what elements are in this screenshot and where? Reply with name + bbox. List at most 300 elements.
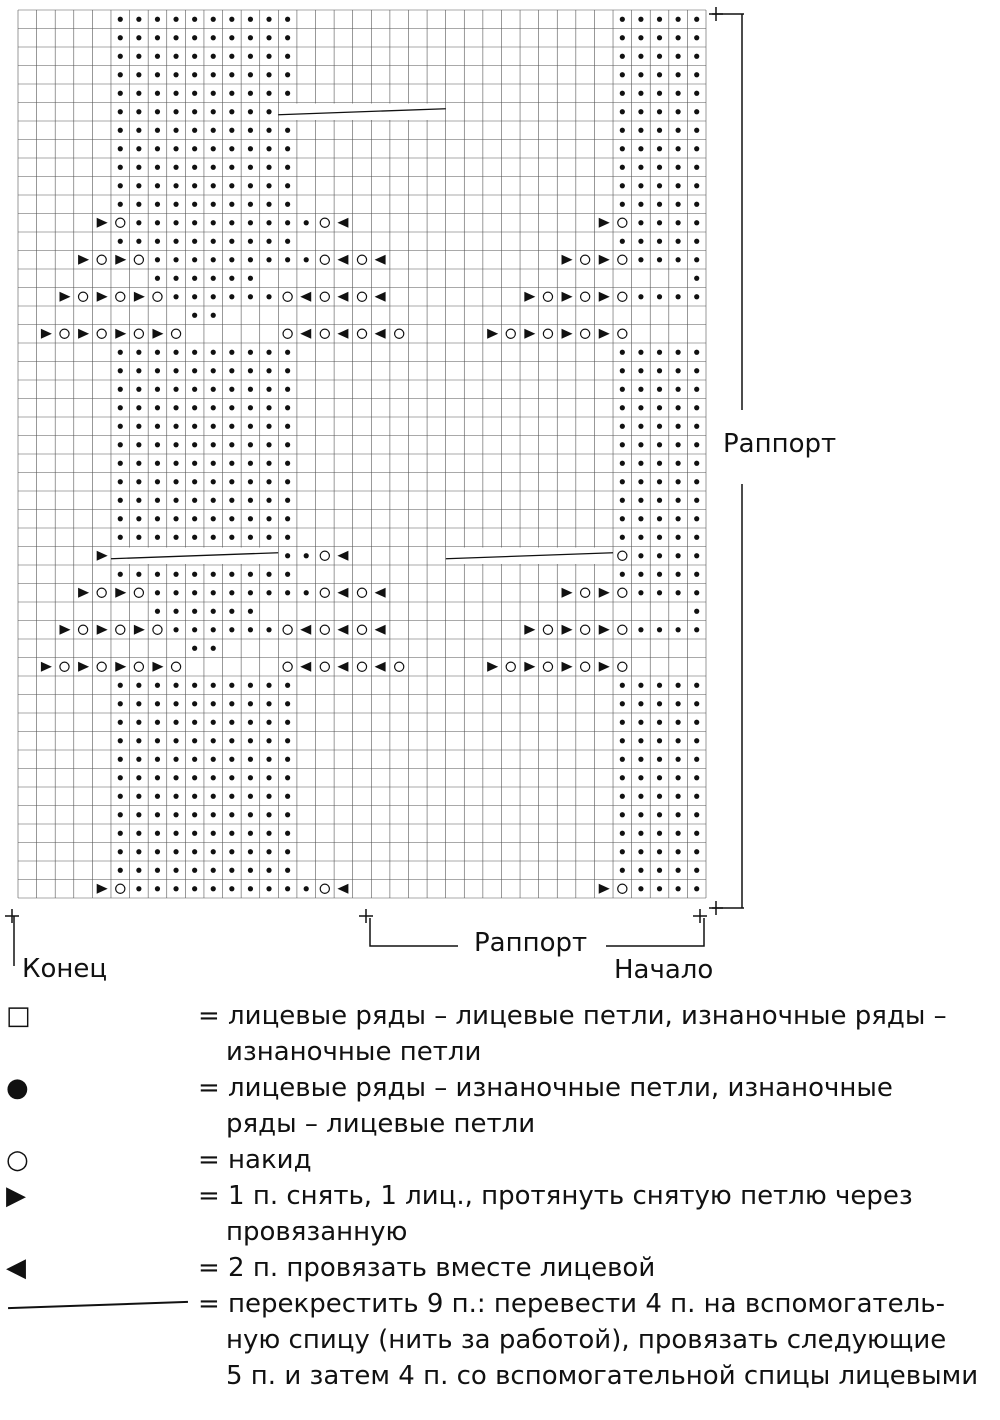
purl-dot bbox=[211, 572, 216, 577]
purl-dot bbox=[694, 498, 699, 503]
purl-dot bbox=[638, 109, 643, 114]
purl-dot bbox=[192, 165, 197, 170]
yarn-over-circle bbox=[134, 255, 143, 264]
k2tog-triangle bbox=[375, 588, 386, 598]
purl-dot bbox=[118, 109, 123, 114]
purl-dot bbox=[266, 849, 271, 854]
purl-dot bbox=[657, 498, 662, 503]
purl-dot bbox=[173, 202, 178, 207]
purl-dot bbox=[192, 183, 197, 188]
purl-dot bbox=[248, 183, 253, 188]
right-triangle-icon: ▶ bbox=[6, 1181, 26, 1211]
purl-dot bbox=[638, 220, 643, 225]
purl-dot bbox=[638, 128, 643, 133]
yarn-over-circle bbox=[134, 662, 143, 671]
purl-dot bbox=[638, 738, 643, 743]
yarn-over-circle bbox=[618, 588, 627, 597]
ssk-triangle bbox=[524, 292, 535, 302]
purl-dot bbox=[657, 54, 662, 59]
purl-dot bbox=[676, 183, 681, 188]
purl-dot bbox=[285, 257, 290, 262]
purl-dot bbox=[229, 220, 234, 225]
purl-dot bbox=[676, 794, 681, 799]
yarn-over-circle bbox=[97, 662, 106, 671]
purl-dot bbox=[155, 54, 160, 59]
purl-dot bbox=[192, 831, 197, 836]
purl-dot bbox=[638, 812, 643, 817]
legend-text bbox=[198, 998, 988, 1070]
legend-text bbox=[198, 1286, 988, 1394]
purl-dot bbox=[229, 350, 234, 355]
purl-dot bbox=[173, 257, 178, 262]
yarn-over-circle bbox=[78, 292, 87, 301]
purl-dot bbox=[638, 775, 643, 780]
purl-dot bbox=[638, 91, 643, 96]
purl-dot bbox=[676, 54, 681, 59]
purl-dot bbox=[229, 868, 234, 873]
purl-dot bbox=[248, 683, 253, 688]
purl-dot bbox=[285, 91, 290, 96]
purl-dot bbox=[136, 165, 141, 170]
purl-dot bbox=[676, 405, 681, 410]
purl-dot bbox=[694, 165, 699, 170]
purl-dot bbox=[638, 794, 643, 799]
legend-line: ряды – лицевые петли bbox=[226, 1109, 536, 1139]
purl-dot bbox=[285, 405, 290, 410]
purl-dot bbox=[248, 54, 253, 59]
purl-dot bbox=[285, 183, 290, 188]
yarn-over-circle bbox=[357, 662, 366, 671]
purl-dot bbox=[155, 165, 160, 170]
purl-dot bbox=[229, 54, 234, 59]
purl-dot bbox=[285, 553, 290, 558]
purl-dot bbox=[229, 405, 234, 410]
legend-line: = 2 п. провязать вместе лицевой bbox=[198, 1253, 656, 1283]
purl-dot bbox=[136, 146, 141, 151]
purl-dot bbox=[694, 128, 699, 133]
yarn-over-circle bbox=[97, 329, 106, 338]
purl-dot bbox=[136, 757, 141, 762]
purl-dot bbox=[676, 479, 681, 484]
purl-dot bbox=[229, 442, 234, 447]
purl-dot bbox=[155, 239, 160, 244]
ssk-triangle bbox=[524, 329, 535, 339]
yarn-over-circle bbox=[357, 329, 366, 338]
purl-dot bbox=[694, 276, 699, 281]
yarn-over-circle bbox=[60, 329, 69, 338]
purl-dot bbox=[676, 368, 681, 373]
purl-dot bbox=[285, 812, 290, 817]
purl-dot bbox=[229, 17, 234, 22]
purl-dot bbox=[638, 424, 643, 429]
purl-dot bbox=[192, 812, 197, 817]
purl-dot bbox=[266, 794, 271, 799]
purl-dot bbox=[248, 220, 253, 225]
purl-dot bbox=[266, 72, 271, 77]
purl-dot bbox=[229, 849, 234, 854]
purl-dot bbox=[266, 886, 271, 891]
yarn-over-circle bbox=[618, 551, 627, 560]
purl-dot bbox=[638, 183, 643, 188]
purl-dot bbox=[694, 294, 699, 299]
purl-dot bbox=[211, 498, 216, 503]
k2tog-triangle bbox=[337, 218, 348, 228]
purl-dot bbox=[211, 424, 216, 429]
ssk-triangle bbox=[599, 329, 610, 339]
legend-line: изнаночные петли bbox=[226, 1037, 482, 1067]
purl-dot bbox=[694, 146, 699, 151]
purl-dot bbox=[211, 794, 216, 799]
purl-dot bbox=[657, 91, 662, 96]
purl-dot bbox=[676, 442, 681, 447]
purl-dot bbox=[248, 165, 253, 170]
purl-dot bbox=[248, 109, 253, 114]
purl-dot bbox=[620, 812, 625, 817]
purl-dot bbox=[676, 91, 681, 96]
purl-dot bbox=[620, 368, 625, 373]
purl-dot bbox=[192, 498, 197, 503]
purl-dot bbox=[248, 831, 253, 836]
k2tog-triangle bbox=[300, 662, 311, 672]
purl-dot bbox=[676, 220, 681, 225]
purl-dot bbox=[118, 812, 123, 817]
yarn-over-circle bbox=[543, 625, 552, 634]
ssk-triangle bbox=[562, 588, 573, 598]
purl-dot bbox=[285, 424, 290, 429]
purl-dot bbox=[248, 461, 253, 466]
purl-dot bbox=[266, 498, 271, 503]
purl-dot bbox=[155, 775, 160, 780]
purl-dot bbox=[638, 146, 643, 151]
purl-dot bbox=[118, 54, 123, 59]
yarn-over-circle bbox=[116, 292, 125, 301]
purl-dot bbox=[285, 461, 290, 466]
purl-dot bbox=[173, 535, 178, 540]
yarn-over-circle bbox=[320, 588, 329, 597]
purl-dot bbox=[266, 220, 271, 225]
purl-dot bbox=[136, 812, 141, 817]
purl-dot bbox=[136, 405, 141, 410]
purl-dot bbox=[676, 109, 681, 114]
yarn-over-circle bbox=[171, 662, 180, 671]
purl-dot bbox=[266, 442, 271, 447]
purl-dot bbox=[638, 831, 643, 836]
ssk-triangle bbox=[59, 625, 70, 635]
purl-dot bbox=[285, 590, 290, 595]
purl-dot bbox=[229, 794, 234, 799]
purl-dot bbox=[155, 794, 160, 799]
k2tog-triangle bbox=[375, 625, 386, 635]
ssk-triangle bbox=[599, 662, 610, 672]
purl-dot bbox=[620, 35, 625, 40]
purl-dot bbox=[285, 165, 290, 170]
yarn-over-circle bbox=[283, 662, 292, 671]
purl-dot bbox=[285, 516, 290, 521]
purl-dot bbox=[266, 535, 271, 540]
ssk-triangle bbox=[152, 662, 163, 672]
purl-dot bbox=[620, 683, 625, 688]
bottom-bracket bbox=[606, 918, 704, 946]
purl-dot bbox=[229, 886, 234, 891]
purl-dot bbox=[211, 294, 216, 299]
purl-dot bbox=[155, 424, 160, 429]
purl-dot bbox=[676, 738, 681, 743]
purl-dot bbox=[211, 220, 216, 225]
purl-dot bbox=[248, 516, 253, 521]
purl-dot bbox=[155, 109, 160, 114]
purl-dot bbox=[229, 812, 234, 817]
purl-dot bbox=[192, 442, 197, 447]
purl-dot bbox=[248, 738, 253, 743]
purl-dot bbox=[657, 35, 662, 40]
purl-dot bbox=[657, 220, 662, 225]
rapport-bottom-label: Раппорт bbox=[474, 928, 588, 958]
purl-dot bbox=[173, 590, 178, 595]
purl-dot bbox=[192, 868, 197, 873]
purl-dot bbox=[638, 257, 643, 262]
ssk-triangle bbox=[524, 662, 535, 672]
k2tog-triangle bbox=[337, 662, 348, 672]
purl-dot bbox=[266, 572, 271, 577]
purl-dot bbox=[694, 516, 699, 521]
purl-dot bbox=[136, 701, 141, 706]
purl-dot bbox=[620, 738, 625, 743]
purl-dot bbox=[136, 387, 141, 392]
purl-dot bbox=[229, 387, 234, 392]
yarn-over-circle bbox=[395, 329, 404, 338]
purl-dot bbox=[192, 683, 197, 688]
purl-dot bbox=[229, 775, 234, 780]
purl-dot bbox=[638, 535, 643, 540]
ssk-triangle bbox=[78, 255, 89, 265]
left-triangle-icon: ◀ bbox=[6, 1253, 26, 1283]
yarn-over-circle bbox=[320, 255, 329, 264]
purl-dot bbox=[620, 72, 625, 77]
purl-dot bbox=[285, 442, 290, 447]
purl-dot bbox=[266, 183, 271, 188]
purl-dot bbox=[638, 387, 643, 392]
purl-dot bbox=[118, 368, 123, 373]
purl-dot bbox=[211, 646, 216, 651]
purl-dot bbox=[694, 590, 699, 595]
legend-text bbox=[198, 1178, 988, 1250]
purl-dot bbox=[638, 516, 643, 521]
purl-dot bbox=[266, 128, 271, 133]
purl-dot bbox=[694, 479, 699, 484]
purl-dot bbox=[248, 572, 253, 577]
cable-line-icon bbox=[8, 1301, 188, 1309]
yarn-over-circle bbox=[357, 292, 366, 301]
purl-dot bbox=[304, 553, 309, 558]
purl-dot bbox=[620, 498, 625, 503]
k2tog-triangle bbox=[337, 329, 348, 339]
ssk-triangle bbox=[59, 292, 70, 302]
purl-dot bbox=[620, 183, 625, 188]
ssk-triangle bbox=[115, 662, 126, 672]
purl-dot bbox=[304, 886, 309, 891]
purl-dot bbox=[211, 202, 216, 207]
purl-dot bbox=[173, 627, 178, 632]
purl-dot bbox=[657, 405, 662, 410]
purl-dot bbox=[620, 831, 625, 836]
purl-dot bbox=[638, 627, 643, 632]
purl-dot bbox=[694, 720, 699, 725]
purl-dot bbox=[229, 128, 234, 133]
legend-line: ную спицу (нить за работой), провязать следующие bbox=[226, 1325, 947, 1355]
purl-dot bbox=[155, 868, 160, 873]
purl-dot bbox=[173, 886, 178, 891]
purl-dot bbox=[192, 627, 197, 632]
purl-dot bbox=[248, 72, 253, 77]
purl-dot bbox=[192, 646, 197, 651]
purl-dot bbox=[229, 757, 234, 762]
purl-dot bbox=[657, 701, 662, 706]
purl-dot bbox=[229, 498, 234, 503]
purl-dot bbox=[211, 590, 216, 595]
purl-dot bbox=[211, 165, 216, 170]
purl-dot bbox=[136, 794, 141, 799]
yarn-over-circle bbox=[97, 588, 106, 597]
purl-dot bbox=[155, 738, 160, 743]
empty-square-icon: □ bbox=[6, 1001, 31, 1031]
purl-dot bbox=[118, 572, 123, 577]
purl-dot bbox=[694, 109, 699, 114]
purl-dot bbox=[657, 516, 662, 521]
purl-dot bbox=[192, 128, 197, 133]
purl-dot bbox=[285, 479, 290, 484]
yarn-over-circle bbox=[543, 662, 552, 671]
purl-dot bbox=[657, 72, 662, 77]
purl-dot bbox=[266, 831, 271, 836]
purl-dot bbox=[211, 387, 216, 392]
purl-dot bbox=[136, 424, 141, 429]
purl-dot bbox=[118, 683, 123, 688]
purl-dot bbox=[173, 368, 178, 373]
purl-dot bbox=[192, 794, 197, 799]
purl-dot bbox=[173, 128, 178, 133]
purl-dot bbox=[248, 775, 253, 780]
purl-dot bbox=[229, 738, 234, 743]
purl-dot bbox=[694, 202, 699, 207]
purl-dot bbox=[694, 701, 699, 706]
purl-dot bbox=[192, 313, 197, 318]
purl-dot bbox=[173, 183, 178, 188]
purl-dot bbox=[173, 350, 178, 355]
purl-dot bbox=[676, 35, 681, 40]
purl-dot bbox=[248, 202, 253, 207]
purl-dot bbox=[638, 350, 643, 355]
purl-dot bbox=[638, 868, 643, 873]
purl-dot bbox=[248, 627, 253, 632]
purl-dot bbox=[248, 276, 253, 281]
purl-dot bbox=[285, 368, 290, 373]
k2tog-triangle bbox=[300, 292, 311, 302]
purl-dot bbox=[657, 239, 662, 244]
purl-dot bbox=[285, 535, 290, 540]
purl-dot bbox=[620, 424, 625, 429]
purl-dot bbox=[155, 368, 160, 373]
purl-dot bbox=[173, 91, 178, 96]
purl-dot bbox=[285, 886, 290, 891]
purl-dot bbox=[676, 553, 681, 558]
yarn-over-circle bbox=[618, 625, 627, 634]
purl-dot bbox=[248, 294, 253, 299]
purl-dot bbox=[285, 738, 290, 743]
purl-dot bbox=[211, 442, 216, 447]
purl-dot bbox=[248, 239, 253, 244]
purl-dot bbox=[229, 831, 234, 836]
purl-dot bbox=[676, 294, 681, 299]
purl-dot bbox=[694, 35, 699, 40]
purl-dot bbox=[211, 54, 216, 59]
purl-dot bbox=[657, 794, 662, 799]
purl-dot bbox=[285, 683, 290, 688]
purl-dot bbox=[694, 239, 699, 244]
purl-dot bbox=[136, 849, 141, 854]
purl-dot bbox=[136, 35, 141, 40]
purl-dot bbox=[676, 627, 681, 632]
purl-dot bbox=[229, 572, 234, 577]
purl-dot bbox=[266, 627, 271, 632]
purl-dot bbox=[173, 849, 178, 854]
purl-dot bbox=[638, 294, 643, 299]
purl-dot bbox=[136, 535, 141, 540]
purl-dot bbox=[657, 183, 662, 188]
purl-dot bbox=[657, 387, 662, 392]
purl-dot bbox=[229, 202, 234, 207]
purl-dot bbox=[248, 128, 253, 133]
purl-dot bbox=[192, 535, 197, 540]
purl-dot bbox=[266, 202, 271, 207]
purl-dot bbox=[304, 257, 309, 262]
purl-dot bbox=[694, 54, 699, 59]
purl-dot bbox=[192, 479, 197, 484]
purl-dot bbox=[118, 387, 123, 392]
purl-dot bbox=[173, 794, 178, 799]
yarn-over-circle bbox=[153, 625, 162, 634]
purl-dot bbox=[136, 54, 141, 59]
purl-dot bbox=[155, 442, 160, 447]
yarn-over-circle bbox=[618, 292, 627, 301]
yarn-over-circle bbox=[283, 329, 292, 338]
purl-dot bbox=[155, 720, 160, 725]
purl-dot bbox=[211, 738, 216, 743]
purl-dot bbox=[211, 35, 216, 40]
purl-dot bbox=[229, 609, 234, 614]
purl-dot bbox=[118, 91, 123, 96]
purl-dot bbox=[192, 849, 197, 854]
purl-dot bbox=[229, 239, 234, 244]
purl-dot bbox=[676, 831, 681, 836]
purl-dot bbox=[620, 849, 625, 854]
purl-dot bbox=[694, 831, 699, 836]
purl-dot bbox=[676, 812, 681, 817]
purl-dot bbox=[211, 516, 216, 521]
purl-dot bbox=[173, 683, 178, 688]
yarn-over-circle bbox=[357, 255, 366, 264]
yarn-over-circle bbox=[357, 625, 366, 634]
purl-dot bbox=[657, 683, 662, 688]
purl-dot bbox=[676, 849, 681, 854]
purl-dot bbox=[285, 868, 290, 873]
purl-dot bbox=[192, 609, 197, 614]
yarn-over-circle bbox=[581, 292, 590, 301]
purl-dot bbox=[248, 368, 253, 373]
purl-dot bbox=[136, 202, 141, 207]
purl-dot bbox=[266, 775, 271, 780]
bottom-bracket bbox=[370, 918, 458, 946]
purl-dot bbox=[155, 276, 160, 281]
